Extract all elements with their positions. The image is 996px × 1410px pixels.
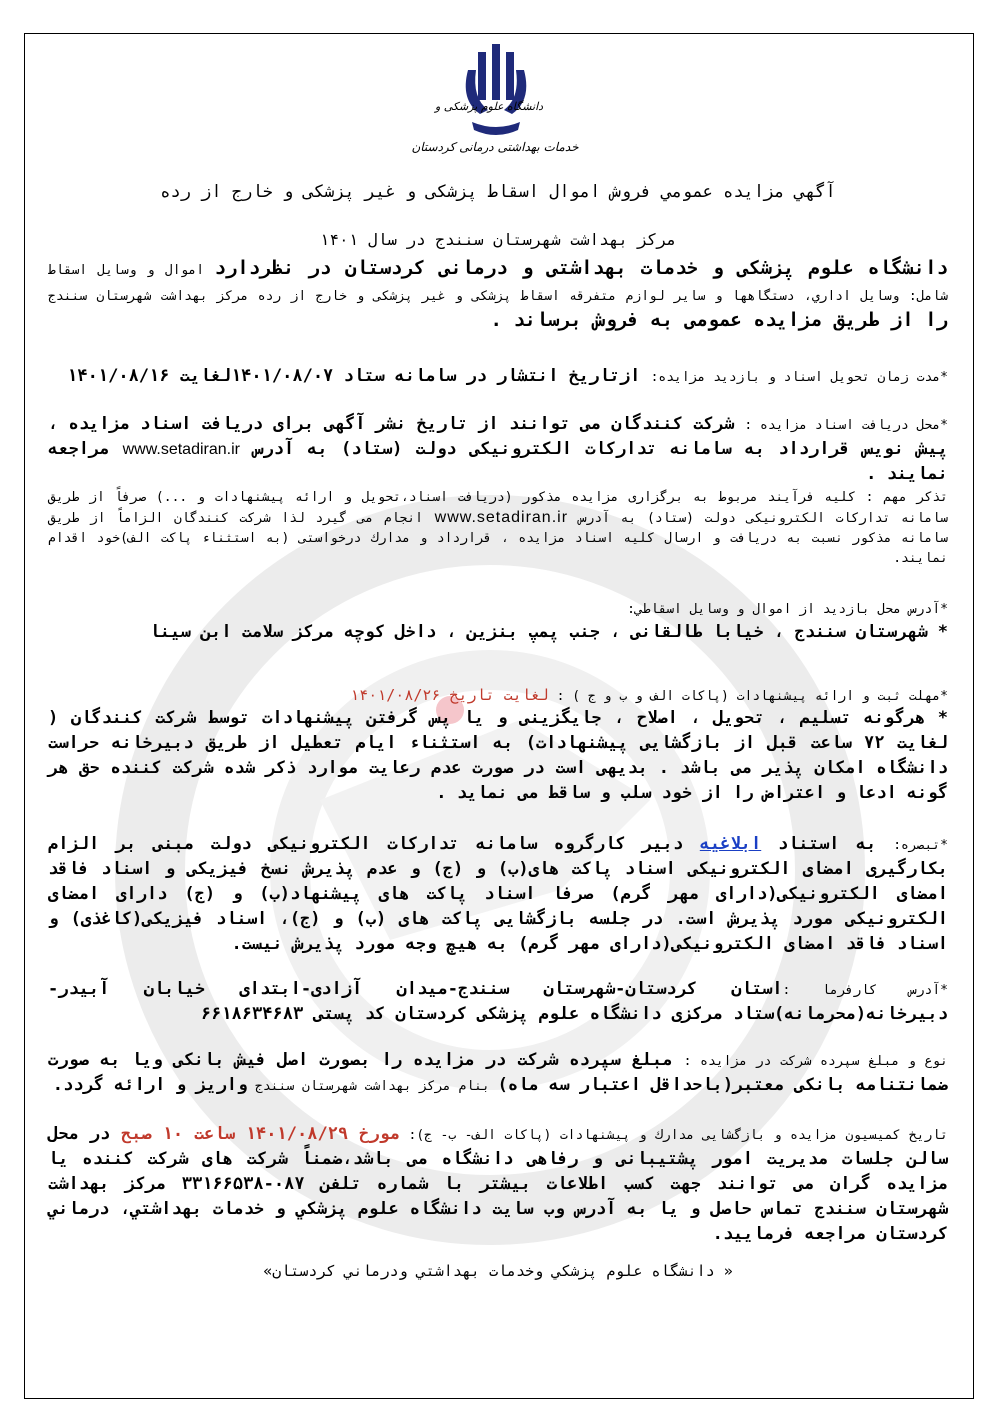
remark-label: *تبصره:: [893, 838, 948, 853]
delivery-paragraph: [48, 364, 948, 389]
deadline-label: *مهلت ثبت و ارائه پيشنهادات (پاكات الف و ب و ج ) :: [548, 689, 948, 704]
delivery-label: *مدت زمان تحويل اسناد و بازديد مزايده:: [650, 370, 948, 385]
remark-text: به استناد: [761, 834, 894, 854]
visit-address-value: * شهرستان سنندج ، خيابا طالقانی ، جنب پمپ بنزين ، داخل كوچه مركز سلامت ابن سينا: [149, 622, 948, 642]
employer-value: استان كردستان-شهرستان سنندج-ميدان آزادی-ابتدای خيابان آبيدر-دبيرخانه(محرمانه)ستاد مركزی دانشگاه علوم پزشكی كردستان كد پستی ۶۶۱۸۶۳۴۶۸۳: [48, 979, 948, 1024]
setad-url-link[interactable]: www.setadiran.ir: [122, 441, 240, 458]
deadline-value: لغايت تاريخ ۱۴۰۱/۰۸/۲۶: [350, 686, 549, 704]
visit-address-block: [48, 600, 948, 645]
deposit-value: مبلغ سپرده شركت در مزايده را بصورت اصل فيش بانكی ويا به صورت ضمانتنامه بانكی معتبر(باحداقل اعتبار سه ماه): [48, 1050, 948, 1095]
employer-paragraph: [48, 977, 948, 1027]
note-text-end: انجام می گيرد لذا شركت كنندگان الزاماً از طريق سامانه مذکور نسبت به دريافت و ارسال كليه اسناد مزايده ، قرارداد و مدارك درخواستی (به استثناء پاكت الف)خود اقدام نمايند.: [48, 511, 948, 566]
logo-caption-line1: دانشگاه علوم پزشکی و: [434, 100, 544, 113]
deposit-label: نوع و مبلغ سپرده شركت در مزايده :: [683, 1054, 949, 1069]
logo-caption-line2: خدمات بهداشتی درمانی کردستان: [411, 140, 579, 154]
deposit-paragraph: [48, 1048, 948, 1098]
page-title: آگهي مزايده عمومي فروش اموال اسقاط پزشکی و غير پزشکی و خارج از رده: [160, 182, 836, 202]
visit-address-label: *آدرس محل بازديد از اموال و وسايل اسقاطي:: [627, 602, 948, 617]
note-paragraph: [48, 488, 948, 569]
remark-paragraph: [48, 832, 948, 957]
setad-url-link-2[interactable]: www.setadiran.ir: [434, 509, 569, 526]
commission-label: تاريخ كميسيون مزايده و بازگشايی مدارك و پيشنهادات (پاكات الف- ب- ج):: [400, 1128, 948, 1143]
intro-bold-start: دانشگاه علوم پزشکی و خدمات بهداشتی و درمانی کردستان در نظردارد: [214, 257, 948, 279]
conditions-paragraph: * هرگونه تسليم ، تحويل ، اصلاح ، جايگزينی و يا پس گرفتن پيشنهادات توسط شركت كنندگان ( لغايت ۷۲ ساعت قبل از بازگشايی پيشنهادات) به استثناء ايام تعطيل از طريق دبيرخانه حراست دانشگاه امكان پذير می باشد . بديهی است در صورت عدم رعايت موارد ذكر شده شركت كننده حق هر گونه ادعا و اعتراض را از خود سلب و ساقط می نمايد .: [48, 708, 948, 803]
remark-text-end: دبير كارگروه سامانه تداركات الكترونيكی دولت مبنی بر الزام بكارگيری امضای الكترونيكی اسناد پاكت های(ب) و (ج) و عدم پذيرش نسخ فيزيكی و اسناد فاقد امضای الكترونيكی(دارای مهر گرم) صرفا اسناد پاكت های پيشنهاد(ب) و (ج) دارای امضای الكترونيكی مورد پذيرش است. در جلسه بازگشايی پاكت های (ب) و (ج)، اسناد فيزيكی(كاغذی) و اسناد فاقد امضای الكترونيكی(دارای مهر گرم) به هيچ وجه مورد پذيرش نيست.: [48, 834, 948, 954]
deposit-value-end: واريز و ارائه گردد.: [52, 1075, 248, 1095]
intro-normal: اموال و وسايل اسقاط شامل: وسايل اداري، دستگاهها و ساير لوازم متفرقه اسقاط پزشکی و غير پزشکی و خارج از رده مرکز بهداشت شهرستان سنندج: [48, 263, 948, 304]
delivery-value: ازتاريخ انتشار در سامانه ستاد ۱۴۰۱/۰۸/۰۷لغايت ۱۴۰۱/۰۸/۱۶: [67, 366, 651, 386]
deadline-paragraph: [48, 684, 948, 707]
intro-bold-end: را از طريق مزايده عمومی به فروش برساند .: [490, 309, 948, 331]
doc-place-value-end: مراجعه نمايند .: [48, 439, 948, 484]
commission-paragraph: [48, 1122, 948, 1247]
commission-value: در محل سالن جلسات مديريت امور پشتيبانی و رفاهی دانشگاه می باشد،ضمناً شركت های شركت كننده يا مزايده گران می توانند جهت كسب اطلاعات بيشتر با شماره تلفن ۰۸۷-۳۳۱۶۶۵۳۸ مركز بهداشت شهرستان سنندج تماس حاصل و يا به آدرس وب سايت دانشگاه علوم پزشكي و خدمات بهداشتي، درماني كردستان مراجعه فرماييد.: [48, 1124, 948, 1244]
page-subtitle: مرکز بهداشت شهرستان سنندج در سال ۱۴۰۱: [319, 230, 677, 249]
doc-place-paragraph: [48, 412, 948, 487]
footer-signature: « دانشگاه علوم پزشكي وخدمات بهداشتي ودرماني كردستان»: [263, 1262, 733, 1280]
commission-date: مورخ ۱۴۰۱/۰۸/۲۹ ساعت ۱۰ صبح: [120, 1124, 400, 1144]
doc-place-label: *محل دريافت اسناد مزايده :: [744, 418, 948, 433]
intro-paragraph: [48, 255, 948, 333]
remark-link[interactable]: ابلاغيه: [699, 834, 762, 854]
deposit-small: بنام مركز بهداشت شهرستان سنندج: [247, 1079, 498, 1094]
doc-place-value: شرکت کنندگان می توانند از تاريخ نشر آگهی برای دريافت اسناد مزايده ، پيش نويس قرارداد به سامانه تداركات الكترونيكی دولت (ستاد) به آدرس: [48, 414, 948, 459]
employer-label: *آدرس كارفرما :: [782, 983, 948, 998]
note-text: تذكر مهم : كليه فرآيند مربوط به برگزاری مزايده مذکور (دريافت اسناد،تحويل و ارائه پيشنهادات و ...) صرفاً از طريق سامانه تداركات الكترونيكی دولت (ستاد) به آدرس: [48, 490, 948, 526]
